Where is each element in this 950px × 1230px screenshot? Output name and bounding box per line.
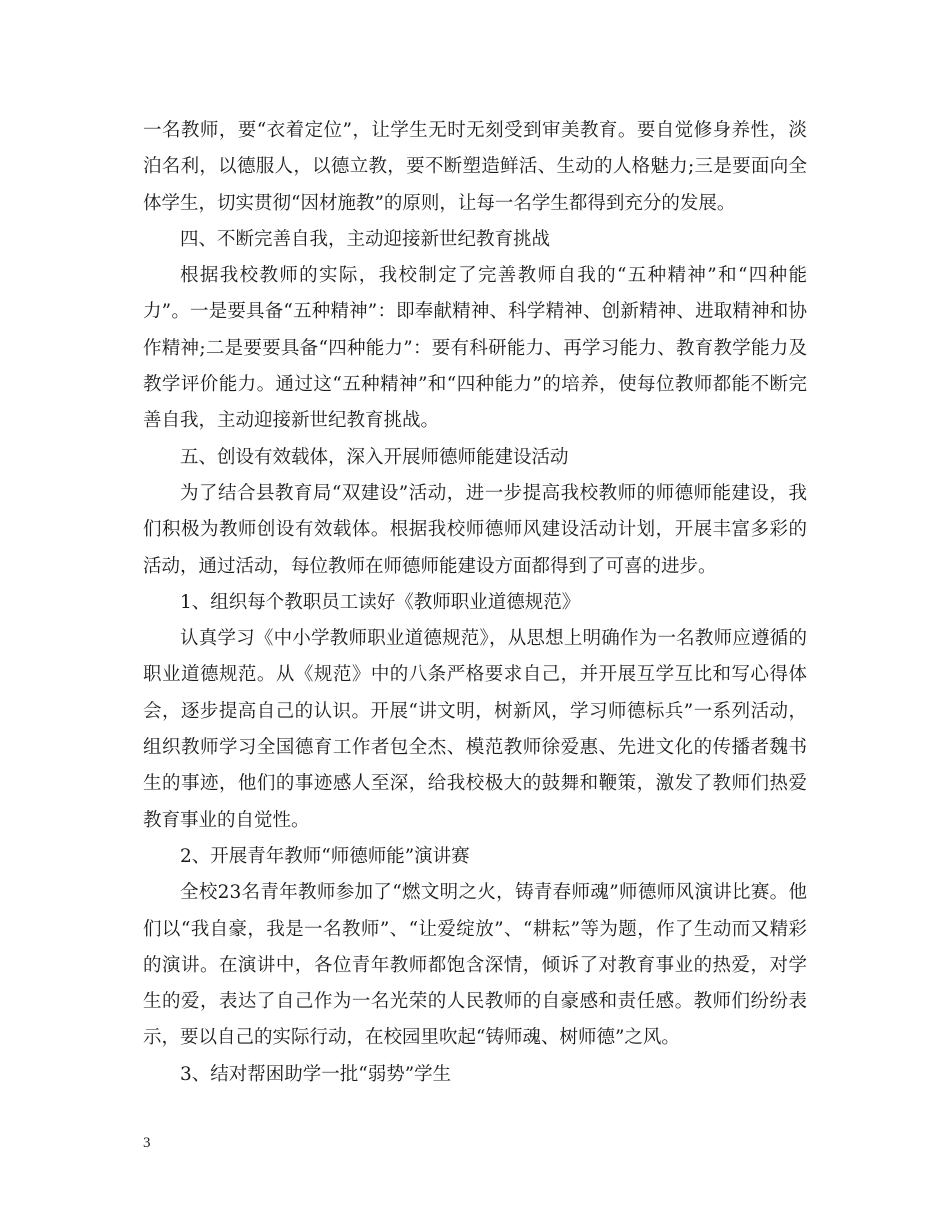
- paragraph: 认真学习《中小学教师职业道德规范》，从思想上明确作为一名教师应遵循的职业道德规范。从《规范》中的八条严格要求自己，并开展互学互比和写心得体会，逐步提高自己的认识。开展“讲文明，树新风，学习师德标兵”一系列活动，组织教师学习全国德育工作者包全杰、模范教师徐爱惠、先进文化的传播者魏书生的事迹，他们的事迹感人至深，给我校极大的鼓舞和鞭策，激发了教师们热爱教育事业的自觉性。: [143, 628, 807, 831]
- subsection-heading-2: 2、开展青年教师“师德师能”演讲赛: [180, 845, 470, 867]
- section-heading-4: 四、不断完善自我，主动迎接新世纪教育挑战: [180, 228, 551, 250]
- paragraph-continuation: 一名教师，要“衣着定位”，让学生无时无刻受到审美教育。要自觉修身养性，淡泊名利，以德服人，以德立教，要不断塑造鲜活、生动的人格魅力;三是要面向全体学生，切实贯彻“因材施教”的原则，让每一名学生都得到充分的发展。: [143, 120, 807, 214]
- paragraph: 根据我校教师的实际，我校制定了完善教师自我的“五种精神”和“四种能力”。一是要具备“五种精神”：即奉献精神、科学精神、创新精神、进取精神和协作精神;二是要要具备“四种能力”：要有科研能力、再学习能力、教育教学能力及教学评价能力。通过这“五种精神”和“四种能力”的培养，使每位教师都能不断完善自我，主动迎接新世纪教育挑战。: [143, 265, 807, 432]
- paragraph: 全校23名青年教师参加了“燃文明之火，铸青春师魂”师德师风演讲比赛。他们以“我自豪，我是一名教师”、“让爱绽放”、“耕耘”等为题，作了生动而又精彩的演讲。在演讲中，各位青年教师都饱含深情，倾诉了对教育事业的热爱，对学生的爱，表达了自己作为一名光荣的人民教师的自豪感和责任感。教师们纷纷表示，要以自己的实际行动，在校园里吹起“铸师魂、树师德”之风。: [143, 882, 807, 1049]
- subsection-heading-3: 3、结对帮困助学一批“弱势”学生: [180, 1063, 452, 1085]
- section-heading-5: 五、创设有效载体，深入开展师德师能建设活动: [180, 446, 569, 468]
- document-body: [143, 113, 807, 1093]
- paragraph: 为了结合县教育局“双建设”活动，进一步提高我校教师的师德师能建设，我们积极为教师创设有效载体。根据我校师德师风建设活动计划，开展丰富多彩的活动，通过活动，每位教师在师德师能建设方面都得到了可喜的进步。: [143, 482, 807, 577]
- subsection-heading-1: 1、组织每个教职员工读好《教师职业道德规范》: [180, 591, 581, 613]
- page-number: 3: [143, 1135, 151, 1151]
